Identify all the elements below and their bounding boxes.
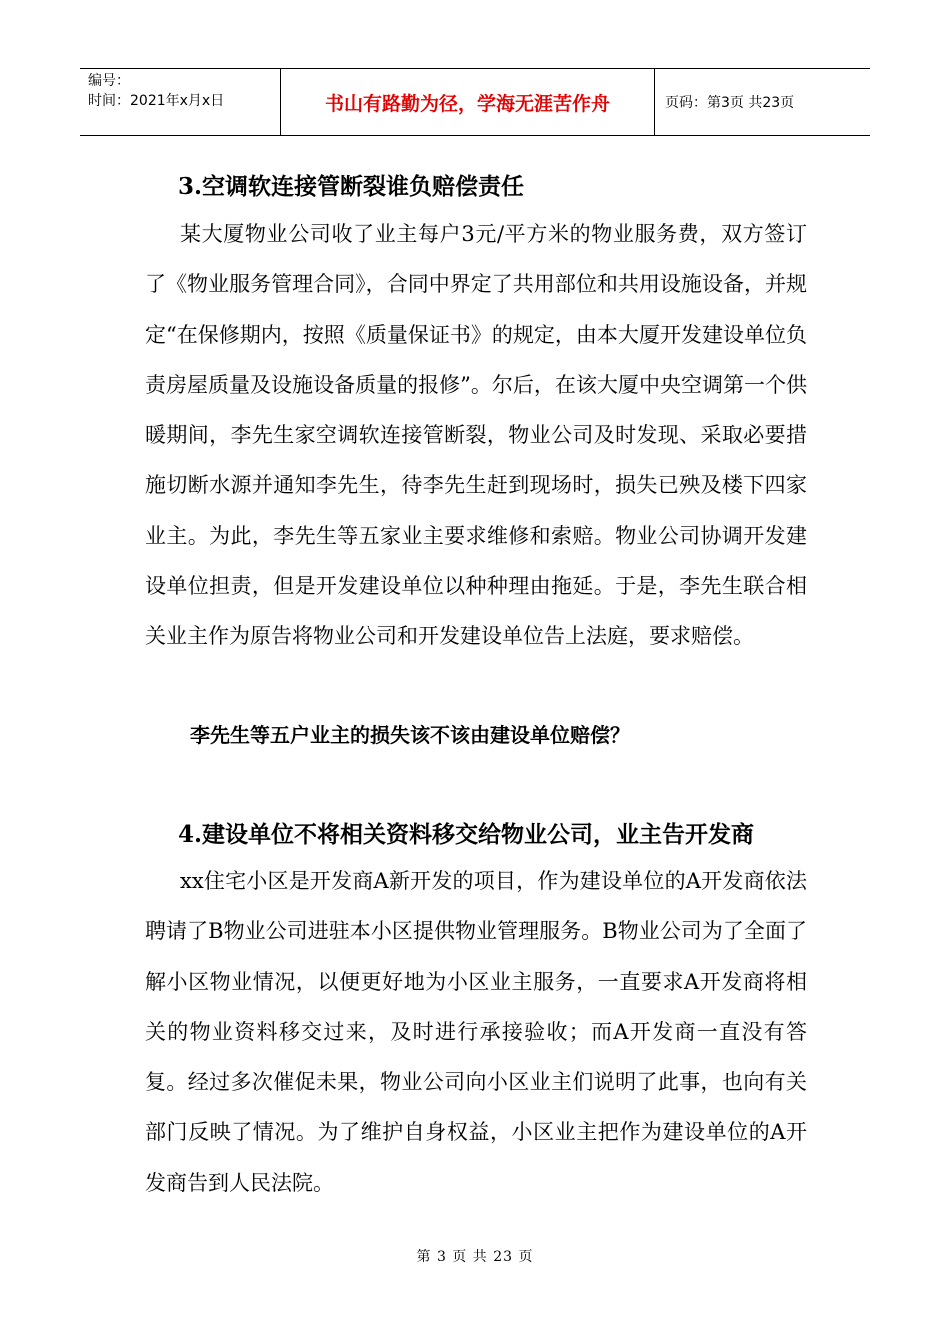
section-3-heading: 3.空调软连接管断裂谁负赔偿责任 [178,173,525,200]
page-footer: 第 3 页 共 23 页 [416,1249,534,1265]
section-3-question: 李先生等五户业主的损失该不该由建设单位赔偿？ [190,723,630,747]
time-label: 时间：2021年x月x日 [88,93,225,109]
header-table [80,68,870,136]
header-meta [80,69,281,135]
section-4-heading: 4.建设单位不将相关资料移交给物业公司，业主告开发商 [178,821,755,848]
section-3-body: 某大厦物业公司收了业主每户3元/平方米的物业服务费，双方签订了《物业服务管理合同》，合同中界定了共用部位和共用设施设备，并规定“在保修期内，按照《质量保证书》的规定，由本大厦开发建设单位负责房屋质量及设施设备质量的报修”。尔后，在该大厦中央空调第一个供暖期间，李先生家空调软连接管断裂，物业公司及时发现、采取必要措施切断水源并通知李先生，待李先生赶到现场时，损失已殃及楼下四家业主。为此，李先生等五家业主要求维修和索赔。物业公司协调开发建设单位担责，但是开发建设单位以种种理由拖延。于是，李先生联合相关业主作为原告将物业公司和开发建设单位告上法庭，要求赔偿。 [145,222,807,649]
header-page-info: 页码：第3页 共23页 [665,95,795,111]
header-motto: 书山有路勤为径，学海无涯苦作舟 [281,69,655,135]
number-label: 编号： [88,73,130,89]
section-4-body: xx住宅小区是开发商A新开发的项目，作为建设单位的A开发商依法聘请了B物业公司进驻本小区提供物业管理服务。B物业公司为了全面了解小区物业情况，以便更好地为小区业主服务，一直要求A开发商将相关的物业资料移交过来，及时进行承接验收；而A开发商一直没有答复。经过多次催促未果，物业公司向小区业主们说明了此事，也向有关部门反映了情况。为了维护自身权益，小区业主把作为建设单位的A开发商告到人民法院。 [145,869,807,1195]
